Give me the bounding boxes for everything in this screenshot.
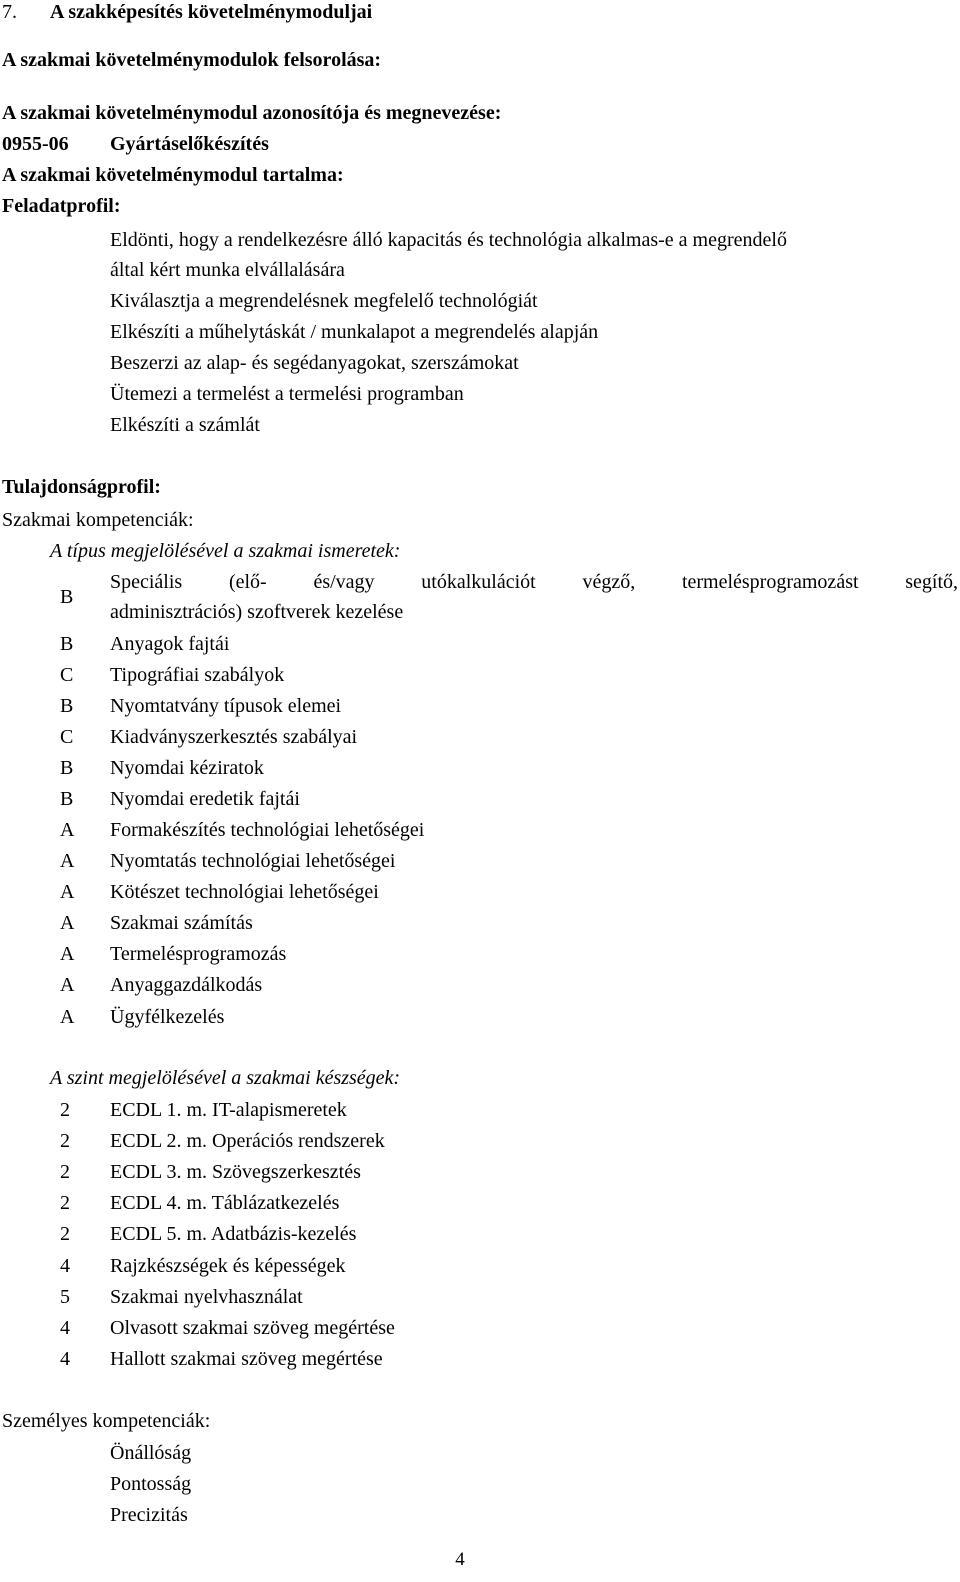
knowledge-level: B: [60, 757, 74, 779]
knowledge-item-line2: adminisztrációs) szoftverek kezelése: [110, 601, 404, 623]
knowledge-item: Tipográfiai szabályok: [110, 664, 285, 686]
task-item: Kiválasztja a megrendelésnek megfelelő technológiát: [110, 290, 538, 312]
task-item: által kért munka elvállalására: [110, 259, 345, 281]
word: utókalkulációt: [421, 571, 536, 593]
knowledge-level: C: [60, 726, 74, 748]
skill-level: 2: [60, 1099, 70, 1121]
task-profile-heading: Feladatprofil:: [2, 195, 121, 217]
module-code: 0955-06: [2, 133, 69, 155]
task-item: Eldönti, hogy a rendelkezésre álló kapacitás és technológia alkalmas-e a megrendelő: [110, 229, 787, 251]
skill-item: ECDL 2. m. Operációs rendszerek: [110, 1130, 385, 1152]
word: (elő-: [228, 571, 267, 593]
skill-item: Olvasott szakmai szöveg megértése: [110, 1317, 395, 1339]
knowledge-level: A: [60, 974, 75, 996]
skill-item: Szakmai nyelvhasználat: [110, 1286, 303, 1308]
word: Speciális: [110, 571, 183, 593]
word: végző,: [582, 571, 636, 593]
section-number: 7.: [2, 1, 17, 23]
task-item: Elkészíti a műhelytáskát / munkalapot a megrendelés alapján: [110, 321, 599, 343]
knowledge-item: Formakészítés technológiai lehetőségei: [110, 819, 425, 841]
skill-level: 5: [60, 1286, 70, 1308]
task-item: Beszerzi az alap- és segédanyagokat, szerszámokat: [110, 352, 519, 374]
knowledge-item: Nyomdai kéziratok: [110, 757, 264, 779]
knowledge-level: C: [60, 664, 74, 686]
task-item: Ütemezi a termelést a termelési programban: [110, 383, 464, 405]
knowledge-level: A: [60, 1006, 75, 1028]
knowledge-item: Kötészet technológiai lehetőségei: [110, 881, 379, 903]
personal-item: Precizitás: [110, 1504, 188, 1526]
knowledge-item: Szakmai számítás: [110, 912, 253, 934]
knowledge-item: Anyagok fajtái: [110, 633, 230, 655]
knowledge-item: Nyomtatás technológiai lehetőségei: [110, 850, 396, 872]
skill-item: ECDL 1. m. IT-alapismeretek: [110, 1099, 347, 1121]
knowledge-heading: A típus megjelölésével a szakmai ismeretek:: [50, 540, 401, 562]
knowledge-level: B: [60, 695, 74, 717]
skill-item: ECDL 5. m. Adatbázis-kezelés: [110, 1223, 357, 1245]
skill-item: ECDL 3. m. Szövegszerkesztés: [110, 1161, 361, 1183]
word: és/vagy: [313, 571, 375, 593]
skill-item: ECDL 4. m. Táblázatkezelés: [110, 1192, 340, 1214]
section-title: A szakképesítés követelménymoduljai: [50, 1, 373, 23]
knowledge-level: B: [60, 788, 74, 810]
knowledge-level: A: [60, 819, 75, 841]
knowledge-item: Nyomdai eredetik fajtái: [110, 788, 300, 810]
page-number: 4: [455, 1549, 465, 1570]
skill-item: Hallott szakmai szöveg megértése: [110, 1348, 383, 1370]
knowledge-level: B: [60, 586, 74, 608]
skill-level: 2: [60, 1223, 70, 1245]
professional-competencies-heading: Szakmai kompetenciák:: [2, 509, 194, 531]
module-name: Gyártáselőkészítés: [110, 133, 269, 155]
skill-level: 2: [60, 1192, 70, 1214]
modules-heading: A szakmai követelménymodulok felsorolása:: [2, 49, 382, 71]
word: termelésprogramozást: [681, 571, 859, 593]
personal-item: Pontosság: [110, 1473, 192, 1495]
skill-level: 4: [60, 1317, 70, 1339]
skills-heading: A szint megjelölésével a szakmai készségek:: [50, 1067, 401, 1089]
skill-item: Rajzkészségek és képességek: [110, 1255, 346, 1277]
skill-level: 4: [60, 1255, 70, 1277]
module-id-heading: A szakmai követelménymodul azonosítója és megnevezése:: [2, 102, 502, 124]
task-item: Elkészíti a számlát: [110, 414, 260, 436]
knowledge-level: B: [60, 633, 74, 655]
skill-level: 2: [60, 1161, 70, 1183]
knowledge-item: Termelésprogramozás: [110, 943, 287, 965]
knowledge-item: Anyaggazdálkodás: [110, 974, 263, 996]
content-heading: A szakmai követelménymodul tartalma:: [2, 164, 344, 186]
knowledge-item: Nyomtatvány típusok elemei: [110, 695, 342, 717]
knowledge-item: Ügyfélkezelés: [110, 1006, 225, 1028]
skill-level: 4: [60, 1348, 70, 1370]
knowledge-item: Kiadványszerkesztés szabályai: [110, 726, 358, 748]
personal-competencies-heading: Személyes kompetenciák:: [2, 1410, 211, 1432]
property-profile-heading: Tulajdonságprofil:: [2, 476, 161, 498]
knowledge-level: A: [60, 912, 75, 934]
knowledge-level: A: [60, 881, 75, 903]
knowledge-item-line1: [110, 570, 958, 594]
knowledge-level: A: [60, 943, 75, 965]
personal-item: Önállóság: [110, 1442, 192, 1464]
knowledge-level: A: [60, 850, 75, 872]
word: segítő,: [905, 571, 959, 593]
skill-level: 2: [60, 1130, 70, 1152]
